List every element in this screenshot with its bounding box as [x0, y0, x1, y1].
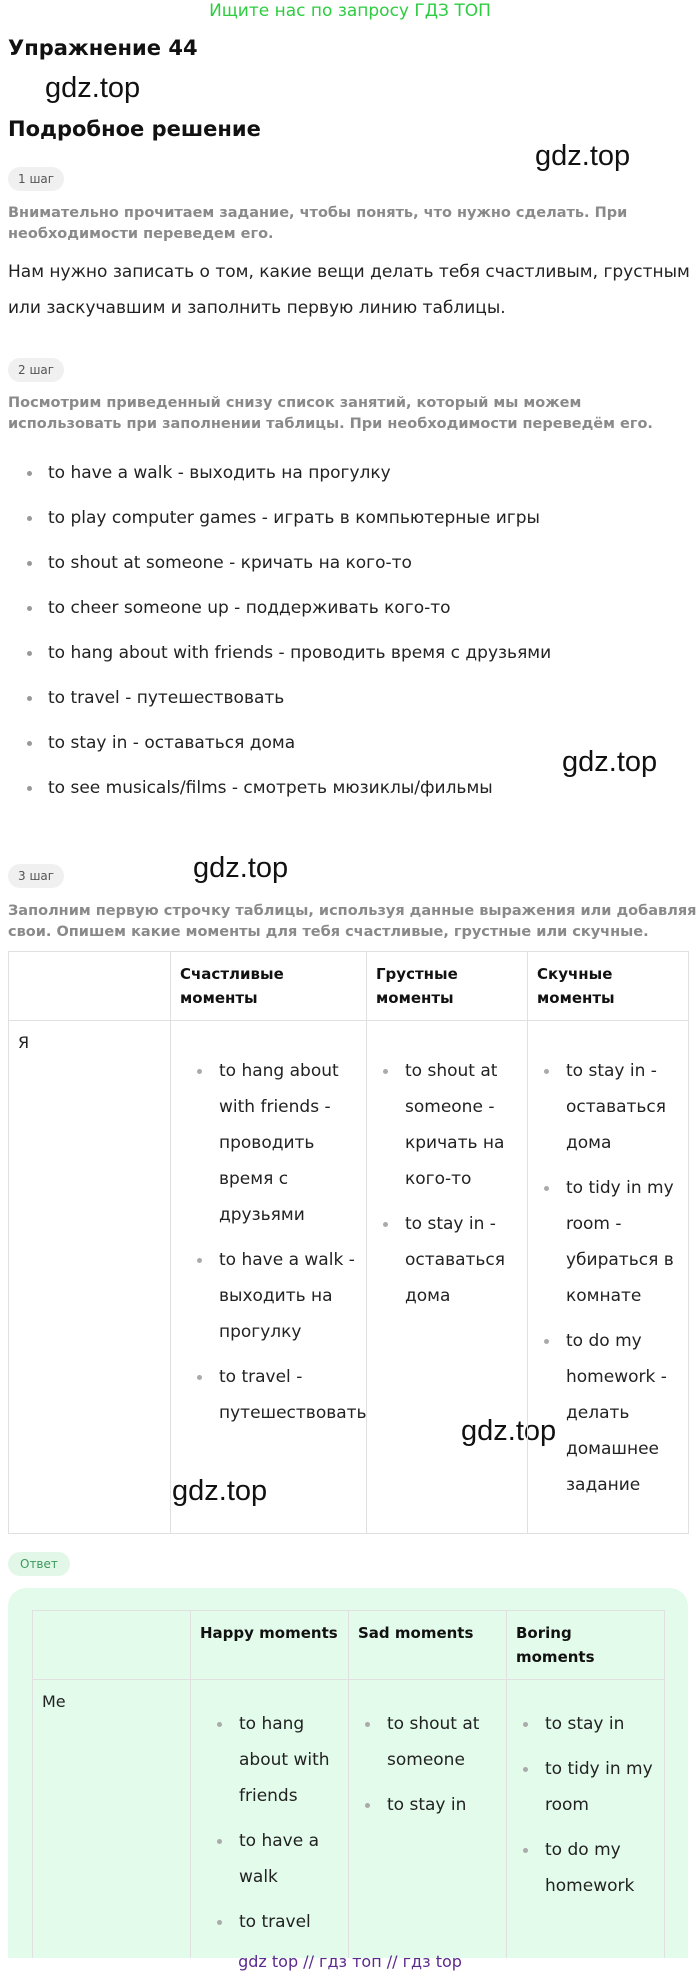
list-item: to shout at someone - кричать на кого-то	[381, 1053, 523, 1197]
list-item: to travel - путешествовать	[195, 1359, 362, 1431]
row-label: Я	[9, 1021, 171, 1534]
list-item: to travel - путешествовать	[18, 680, 551, 725]
answer-badge: Ответ	[8, 1552, 70, 1576]
list-item: to play computer games - играть в компьютерные игры	[18, 500, 551, 545]
list-item: to stay in	[521, 1706, 660, 1742]
list-item: to shout at someone	[363, 1706, 502, 1778]
list-item: to stay in - оставаться дома	[381, 1206, 523, 1314]
step-badge: 2 шаг	[8, 358, 64, 382]
watermark: gdz.top	[172, 1475, 268, 1507]
step-badge: 1 шаг	[8, 167, 64, 191]
solution-heading: Подробное решение	[8, 117, 261, 141]
list-item: to stay in - оставаться дома	[18, 725, 551, 770]
list-item: to hang about with friends - проводить время с друзьями	[18, 635, 551, 680]
watermark: gdz.top	[461, 1415, 557, 1447]
moments-table-ru	[8, 951, 689, 1534]
footer-links[interactable]: gdz top // гдз топ // гдз top	[238, 1952, 462, 1971]
watermark: gdz.top	[45, 72, 141, 104]
list-item: to hang about with friends - проводить время с друзьями	[195, 1053, 362, 1233]
table-header	[33, 1611, 191, 1680]
table-cell	[367, 1021, 528, 1534]
list-item: to do my homework	[521, 1832, 660, 1904]
table-header: Счастливые моменты	[171, 952, 367, 1021]
table-cell	[349, 1680, 507, 1959]
list-item: to stay in	[363, 1787, 502, 1823]
table-cell	[171, 1021, 367, 1534]
table-header	[9, 952, 171, 1021]
list-item: to tidy in my room	[521, 1751, 660, 1823]
list-item: to see musicals/films - смотреть мюзиклы/фильмы	[18, 770, 551, 815]
table-header: Скучные моменты	[528, 952, 689, 1021]
table-cell	[507, 1680, 665, 1959]
list-item: to have a walk	[215, 1823, 344, 1895]
list-item: to travel	[215, 1904, 344, 1940]
vocabulary-list	[18, 455, 551, 815]
list-item: to have a walk - выходить на прогулку	[195, 1242, 362, 1350]
table-header: Грустные моменты	[367, 952, 528, 1021]
step-hint: Посмотрим приведенный снизу список занятий, который мы можем использовать при заполнении таблицы. При необходимости переведём его.	[8, 395, 653, 432]
watermark: gdz.top	[535, 140, 631, 172]
search-banner[interactable]: Ищите нас по запросу ГДЗ ТОП	[209, 1, 491, 21]
table-cell	[528, 1021, 689, 1534]
answer-panel	[8, 1588, 688, 1958]
step-hint: Внимательно прочитаем задание, чтобы понять, что нужно сделать. При необходимости переведем его.	[8, 205, 628, 242]
moments-table-en	[32, 1610, 665, 1958]
table-header: Boring moments	[507, 1611, 665, 1680]
table-cell	[191, 1680, 349, 1959]
exercise-title: Упражнение 44	[8, 36, 198, 60]
step-hint: Заполним первую строчку таблицы, используя данные выражения или добавляя свои. Опишем какие моменты для тебя счастливые, грустные или скучные.	[8, 903, 697, 940]
watermark: gdz.top	[193, 852, 289, 884]
list-item: to shout at someone - кричать на кого-то	[18, 545, 551, 590]
step-badge: 3 шаг	[8, 864, 64, 888]
list-item: to cheer someone up - поддерживать кого-то	[18, 590, 551, 635]
table-header: Happy moments	[191, 1611, 349, 1680]
list-item: to tidy in my room - убираться в комнате	[542, 1170, 684, 1314]
list-item: to hang about with friends	[215, 1706, 344, 1814]
row-label: Me	[33, 1680, 191, 1959]
table-header: Sad moments	[349, 1611, 507, 1680]
watermark: gdz.top	[562, 746, 658, 778]
step-text: Нам нужно записать о том, какие вещи делать тебя счастливым, грустным или заскучавшим и заполнить первую линию таблицы.	[8, 262, 690, 318]
list-item: to do my homework - делать домашнее задание	[542, 1323, 684, 1503]
list-item: to stay in - оставаться дома	[542, 1053, 684, 1161]
list-item: to have a walk - выходить на прогулку	[18, 455, 551, 500]
